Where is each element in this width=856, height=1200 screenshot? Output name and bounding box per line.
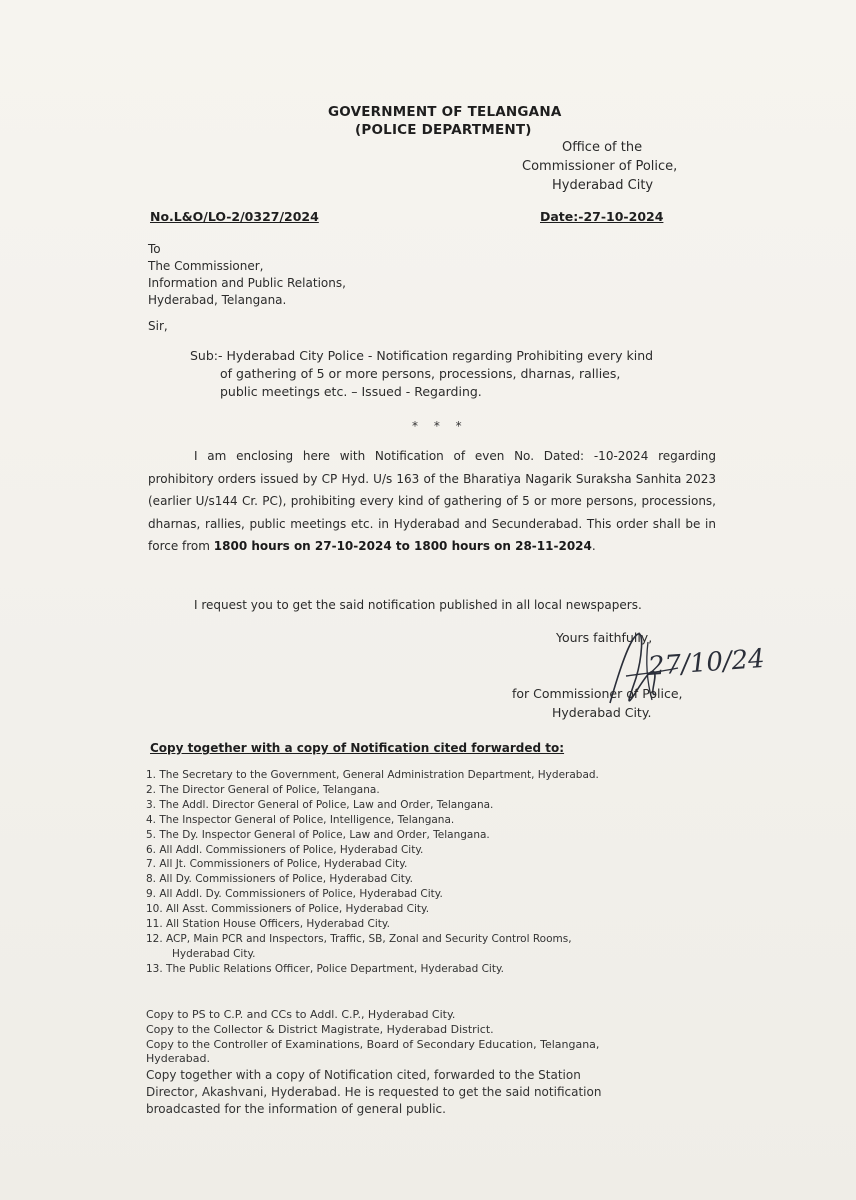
body-paragraph-1: [148, 445, 716, 558]
separator-stars: * * *: [412, 419, 468, 433]
signature-city: Hyderabad City.: [552, 705, 652, 720]
list-item: 8. All Dy. Commissioners of Police, Hyderabad City.: [146, 873, 413, 886]
list-item: 4. The Inspector General of Police, Intelligence, Telangana.: [146, 813, 455, 826]
government-title: GOVERNMENT OF TELANGANA: [328, 104, 562, 120]
body-bold-period: 1800 hours on 27-10-2024 to 1800 hours on 28-11-2024: [213, 539, 592, 553]
salutation: Sir,: [148, 319, 168, 333]
copies-block: [146, 1008, 720, 1118]
list-item: 1. The Secretary to the Government, General Administration Department, Hyderabad.: [146, 769, 599, 781]
office-block: [522, 138, 678, 195]
addressee-line: Hyderabad, Telangana.: [148, 293, 287, 307]
office-line: Office of the: [562, 140, 643, 155]
body-paragraph-2: I request you to get the said notification published in all local newspapers.: [194, 598, 642, 612]
list-item: 13. The Public Relations Officer, Police Department, Hyderabad City.: [146, 962, 505, 975]
copy-line: Copy to the Collector & District Magistrate, Hyderabad District.: [146, 1022, 494, 1036]
list-item: 5. The Dy. Inspector General of Police, Law and Order, Telangana.: [146, 828, 490, 841]
closing: Yours faithfully,: [556, 630, 653, 645]
to-label: To: [148, 242, 161, 256]
addressee-line: Information and Public Relations,: [148, 276, 346, 290]
list-item: 7. All Jt. Commissioners of Police, Hyderabad City.: [146, 858, 408, 871]
reference-date: Date:-27-10-2024: [540, 209, 664, 224]
list-item: 11. All Station House Officers, Hyderabad City.: [146, 918, 390, 931]
copy-line: Copy to the Controller of Examinations, Board of Secondary Education, Telangana,: [146, 1037, 600, 1051]
distribution-heading: Copy together with a copy of Notification cited forwarded to:: [150, 741, 565, 755]
signature-for-line: for Commissioner of Police,: [512, 686, 683, 701]
list-item-continuation: Hyderabad City.: [172, 947, 256, 960]
distribution-list: [146, 768, 746, 977]
list-item: 6. All Addl. Commissioners of Police, Hyderabad City.: [146, 843, 424, 856]
copy-line: Hyderabad.: [146, 1052, 210, 1066]
subject-line: of gathering of 5 or more persons, processions, dharnas, rallies,: [220, 366, 621, 381]
copy-line: Copy to PS to C.P. and CCs to Addl. C.P., Hyderabad City.: [146, 1008, 456, 1021]
office-line: Commissioner of Police,: [522, 159, 678, 174]
copy-line: Director, Akashvani, Hyderabad. He is requested to get the said notification: [146, 1085, 602, 1100]
copy-line: broadcasted for the information of general public.: [146, 1102, 446, 1117]
copy-line: Copy together with a copy of Notification cited, forwarded to the Station: [146, 1068, 581, 1083]
subject-line: Sub:- Hyderabad City Police - Notification regarding Prohibiting every kind: [190, 348, 654, 363]
subject-block: [190, 347, 730, 401]
body-text: I am enclosing here with Notification of even No. Dated: -10-2024 regarding prohibitory orders issued by CP Hyd. U/s 163 of the Bharatiya Nagarik Suraksha Sanhita 2023 (earlier U/s144 Cr. PC), prohibiting every kind of gathering of 5 or more persons, processions, dharnas, rallies, public meetings etc. in Hyderabad and Secunderabad. This order shall be in force from: [148, 449, 716, 553]
handwritten-date: 27/10/24: [647, 643, 766, 683]
addressee-block: [148, 241, 346, 309]
office-line: Hyderabad City: [552, 178, 654, 193]
list-item: 10. All Asst. Commissioners of Police, Hyderabad City.: [146, 903, 430, 916]
list-item: 3. The Addl. Director General of Police, Law and Order, Telangana.: [146, 798, 494, 811]
addressee-line: The Commissioner,: [148, 259, 264, 273]
body-end: .: [591, 539, 596, 553]
reference-number: No.L&O/LO-2/0327/2024: [150, 209, 319, 224]
subject-line: public meetings etc. – Issued - Regarding.: [220, 384, 482, 399]
department-title: (POLICE DEPARTMENT): [355, 122, 532, 138]
list-item: 9. All Addl. Dy. Commissioners of Police, Hyderabad City.: [146, 888, 443, 901]
list-item: 12. ACP, Main PCR and Inspectors, Traffic, SB, Zonal and Security Control Rooms,: [146, 932, 572, 945]
list-item: 2. The Director General of Police, Telangana.: [146, 783, 380, 796]
